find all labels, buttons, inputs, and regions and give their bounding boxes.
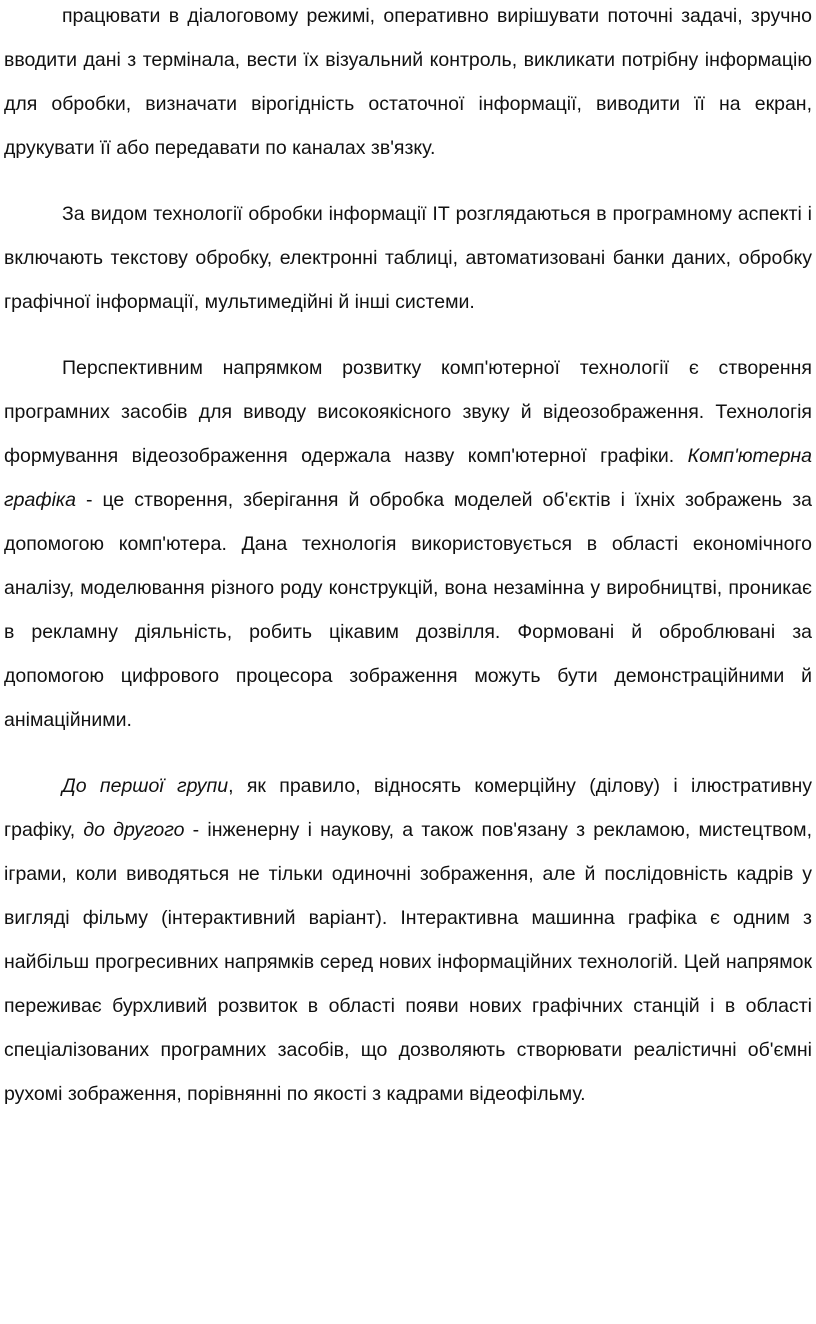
paragraph-dialog-mode	[4, 0, 812, 170]
term-second-group: до другого	[83, 819, 185, 841]
paragraph-text: За видом технології обробки інформації ІТ розглядаються в програмному аспекті і включають текстову обробку, електронні таблиці, автоматизовані банки даних, обробку графічної інформації, мультимедійні й інші системи.	[4, 203, 812, 313]
paragraph-it-processing-types	[4, 192, 812, 324]
term-computer-graphics: Комп'ютерна графіка	[4, 445, 812, 511]
paragraph-text: - це створення, зберігання й обробка моделей об'єктів і їхніх зображень за допомогою комп'ютера. Дана технологія використовується в області економічного аналізу, моделювання різного роду конструкцій, вона незамінна у виробництві, проникає в рекламну діяльність, робить цікавим дозвілля. Формовані й оброблювані за допомогою цифрового процесора зображення можуть бути демонстраційними й анімаційними.	[4, 489, 812, 731]
term-first-group: До першої групи	[62, 775, 229, 797]
paragraph-text: Перспективним напрямком розвитку комп'ютерної технології є створення програмних засобів для виводу високоякісного звуку й відеозображення. Технологія формування відеозображення одержала назву комп'ютерної графіки.	[4, 357, 812, 467]
paragraph-text: - інженерну і наукову, а також пов'язану з рекламою, мистецтвом, іграми, коли виводяться не тільки одиночні зображення, але й послідовність кадрів у вигляді фільму (інтерактивний варіант). Інтерактивна машинна графіка є одним з найбільш прогресивних напрямків серед нових інформаційних технологій. Цей напрямок переживає бурхливий розвиток в області появи нових графічних станцій і в області спеціалізованих програмних засобів, що дозволяють створювати реалістичні об'ємні рухомі зображення, порівнянні по якості з кадрами відеофільму.	[4, 819, 812, 1105]
paragraph-graphics-groups	[4, 764, 812, 1116]
paragraph-computer-graphics	[4, 346, 812, 742]
paragraph-text: , як правило, відносять комерційну (ділову) і ілюстративну графіку,	[4, 775, 812, 841]
paragraph-text: працювати в діалоговому режимі, оперативно вирішувати поточні задачі, зручно вводити дані з термінала, вести їх візуальний контроль, викликати потрібну інформацію для обробки, визначати вірогідність остаточної інформації, виводити її на екран, друкувати її або передавати по каналах зв'язку.	[4, 5, 812, 159]
